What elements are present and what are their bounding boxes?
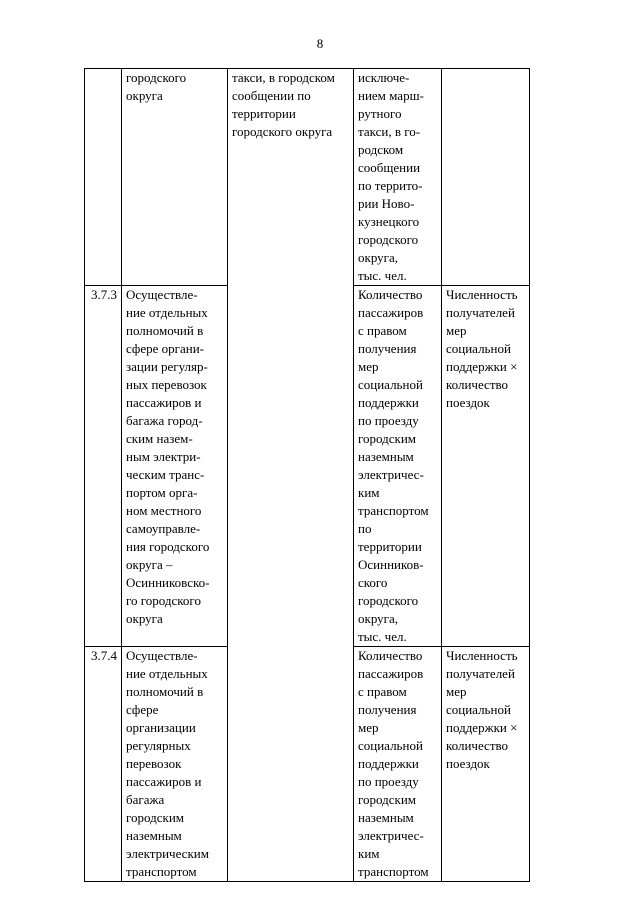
row-number-cell: 3.7.4 [85,647,122,882]
table-row [85,69,530,286]
indicator-table [84,68,530,882]
indicator-cell: Количество пассажиров с правом получения мер социальной поддержки по проезду городским наземным электричес- ким транспортом по территории Осинников- ского городского округа, тыс. чел. [354,286,442,647]
row-number-cell: 3.7.3 [85,286,122,647]
formula-cell [442,69,530,286]
activity-cell: Осуществле- ние отдельных полномочий в сфере организации регулярных перевозок пассажиров и багажа городским наземным электрическим транспортом [122,647,228,882]
formula-cell: Численность получателей мер социальной поддержки × количество поездок [442,286,530,647]
service-description-cell: такси, в городском сообщении по территории городского округа [228,69,354,882]
activity-cell: городского округа [122,69,228,286]
page-number: 8 [316,36,324,51]
indicator-cell: исключе- нием марш- рутного такси, в го- родском сообщении по террито- рии Ново- кузнецкого городского округа, тыс. чел. [354,69,442,286]
indicator-cell: Количество пассажиров с правом получения мер социальной поддержки по проезду городским наземным электричес- ким транспортом [354,647,442,882]
formula-cell: Численность получателей мер социальной поддержки × количество поездок [442,647,530,882]
row-number-cell [85,69,122,286]
activity-cell: Осуществле- ние отдельных полномочий в сфере органи- зации регуляр- ных перевозок пассажиров и багажа город- ским назем- ным электри- ческим транс- портом орга- ном местного самоуправле- ния городского округа – Осинниковско- го городского округа [122,286,228,647]
